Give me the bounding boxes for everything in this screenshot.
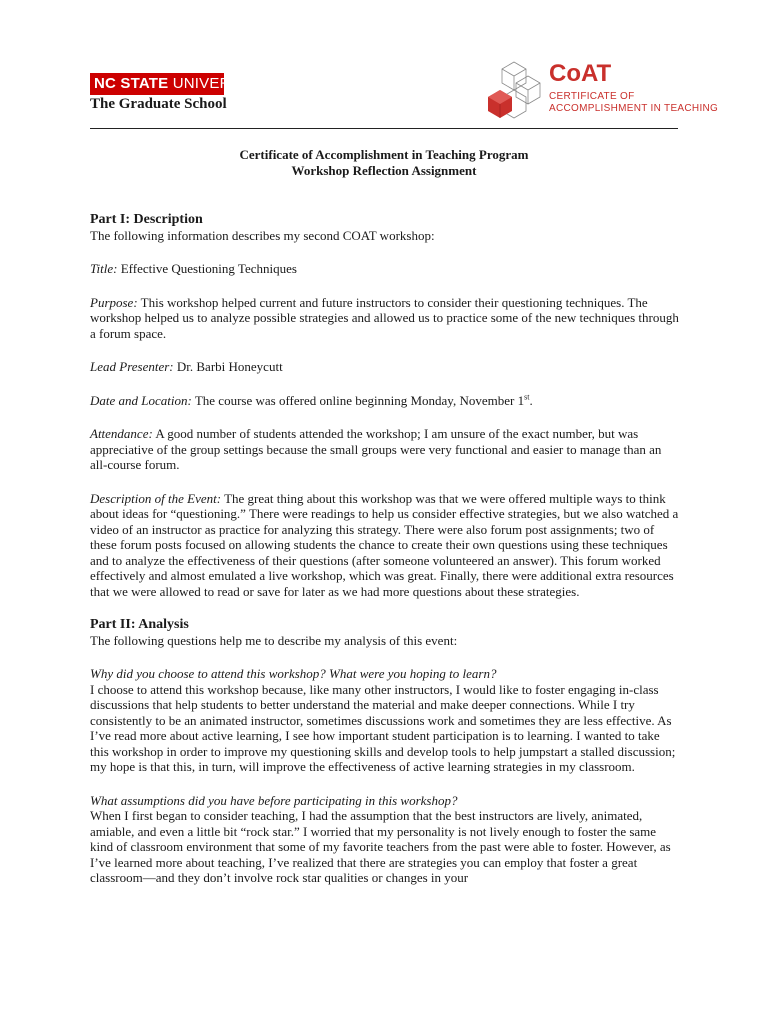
ncsu-logo xyxy=(90,73,265,95)
title-field-label: Title: xyxy=(90,261,118,276)
coat-subtitle-line2: ACCOMPLISHMENT IN TEACHING xyxy=(549,103,719,114)
coat-subtitle-line1: CERTIFICATE OF xyxy=(549,91,635,102)
part1-heading: Part I: Description xyxy=(90,212,203,227)
title-line-2: Workshop Reflection Assignment xyxy=(291,163,477,178)
title-line-1: Certificate of Accomplishment in Teaching Program xyxy=(239,147,529,162)
question-2: What assumptions did you have before participating in this workshop? xyxy=(90,792,458,808)
answer-1: I choose to attend this workshop because, like many other instructors, I would like to foster engaging in-class discussions that help students to better understand the material and make deeper connections. While I try consistently to be an animated instructor, sometimes discussions work and sometimes they are less effective. As I’ve read more about active learning, I see how important student participation is to learning. I wanted to take this workshop in order to improve my questioning skills and develop tools to help jumpstart a stalled discussion; my hope is that this, in turn, will improve the effectiveness of active learning strategies in my classroom. xyxy=(90,681,676,774)
header-divider xyxy=(90,128,678,129)
part1-intro: The following information describes my second COAT workshop: xyxy=(90,227,435,243)
part2-heading: Part II: Analysis xyxy=(90,617,189,632)
document-title xyxy=(90,147,678,179)
purpose-field-label: Purpose: xyxy=(90,294,138,310)
attendance-field-label: Attendance: xyxy=(90,426,153,441)
ncsu-logo-bold: NC STATE xyxy=(94,75,169,92)
coat-cube-logo-icon xyxy=(486,60,546,122)
graduate-school-label: The Graduate School xyxy=(90,96,227,112)
date-location-field xyxy=(90,393,680,409)
title-field xyxy=(90,261,680,277)
date-period: . xyxy=(529,392,533,408)
attendance-field xyxy=(90,426,680,473)
presenter-field-value: Dr. Barbi Honeycutt xyxy=(173,359,283,374)
answer-2: When I first began to consider teaching, I had the assumption that the best instructors are lively, animated, amiable, and even a little bit “rock star.” I worried that my personality is not lively enough to foster the same kind of classroom environment that some of my favorite teachers from the past were able to foster. However, as I’ve learned more about teaching, I’ve realized that there are strategies you can employ that foster a great classroom—and they don’t involve rock star qualities or changes in your xyxy=(90,808,671,885)
event-description-field xyxy=(90,491,680,600)
title-field-value: Effective Questioning Techniques xyxy=(117,261,297,276)
ncsu-logo-thin: UNIVERSITY xyxy=(168,75,265,92)
event-description-value: The great thing about this workshop was that we were offered multiple ways to think about ideas for “questioning.” There were readings to help us consider effective strategies, but we also watched a video of an instructor as practice for analyzing this strategy. There were also forum post assignments; two of these forum posts focused on allowing students the chance to create their own questions using these techniques and to analyze the effectiveness of their questions (after someone volunteered an answer). This forum worked effectively and almost emulated a live workshop, which was great. Finally, there were additional extra resources that we were allowed to read or save for later as we had more questions about these strategies. xyxy=(90,490,679,599)
attendance-field-value: A good number of students attended the workshop; I am unsure of the exact number, but was appreciative of the group settings because the small groups were very functional and easier to manage than an all-course forum. xyxy=(90,426,662,472)
date-ordinal: st xyxy=(524,392,530,402)
event-description-label: Description of the Event: xyxy=(90,490,222,506)
coat-subtitle xyxy=(549,91,718,115)
purpose-field-value: This workshop helped current and future instructors to consider their questioning techniques. The workshop helped us to analyze possible strategies and allowed us to practice some of the new techniques through a forum space. xyxy=(90,294,679,341)
presenter-field xyxy=(90,359,680,375)
date-location-value: The course was offered online beginning Monday, November 1 xyxy=(191,392,525,408)
presenter-field-label: Lead Presenter: xyxy=(90,359,174,374)
part2-intro: The following questions help me to describe my analysis of this event: xyxy=(90,632,458,648)
purpose-field xyxy=(90,295,680,342)
question-1: Why did you choose to attend this workshop? What were you hoping to learn? xyxy=(90,666,497,681)
coat-wordmark: CoAT xyxy=(549,60,612,87)
date-location-label: Date and Location: xyxy=(90,392,192,408)
document-body xyxy=(90,212,680,886)
